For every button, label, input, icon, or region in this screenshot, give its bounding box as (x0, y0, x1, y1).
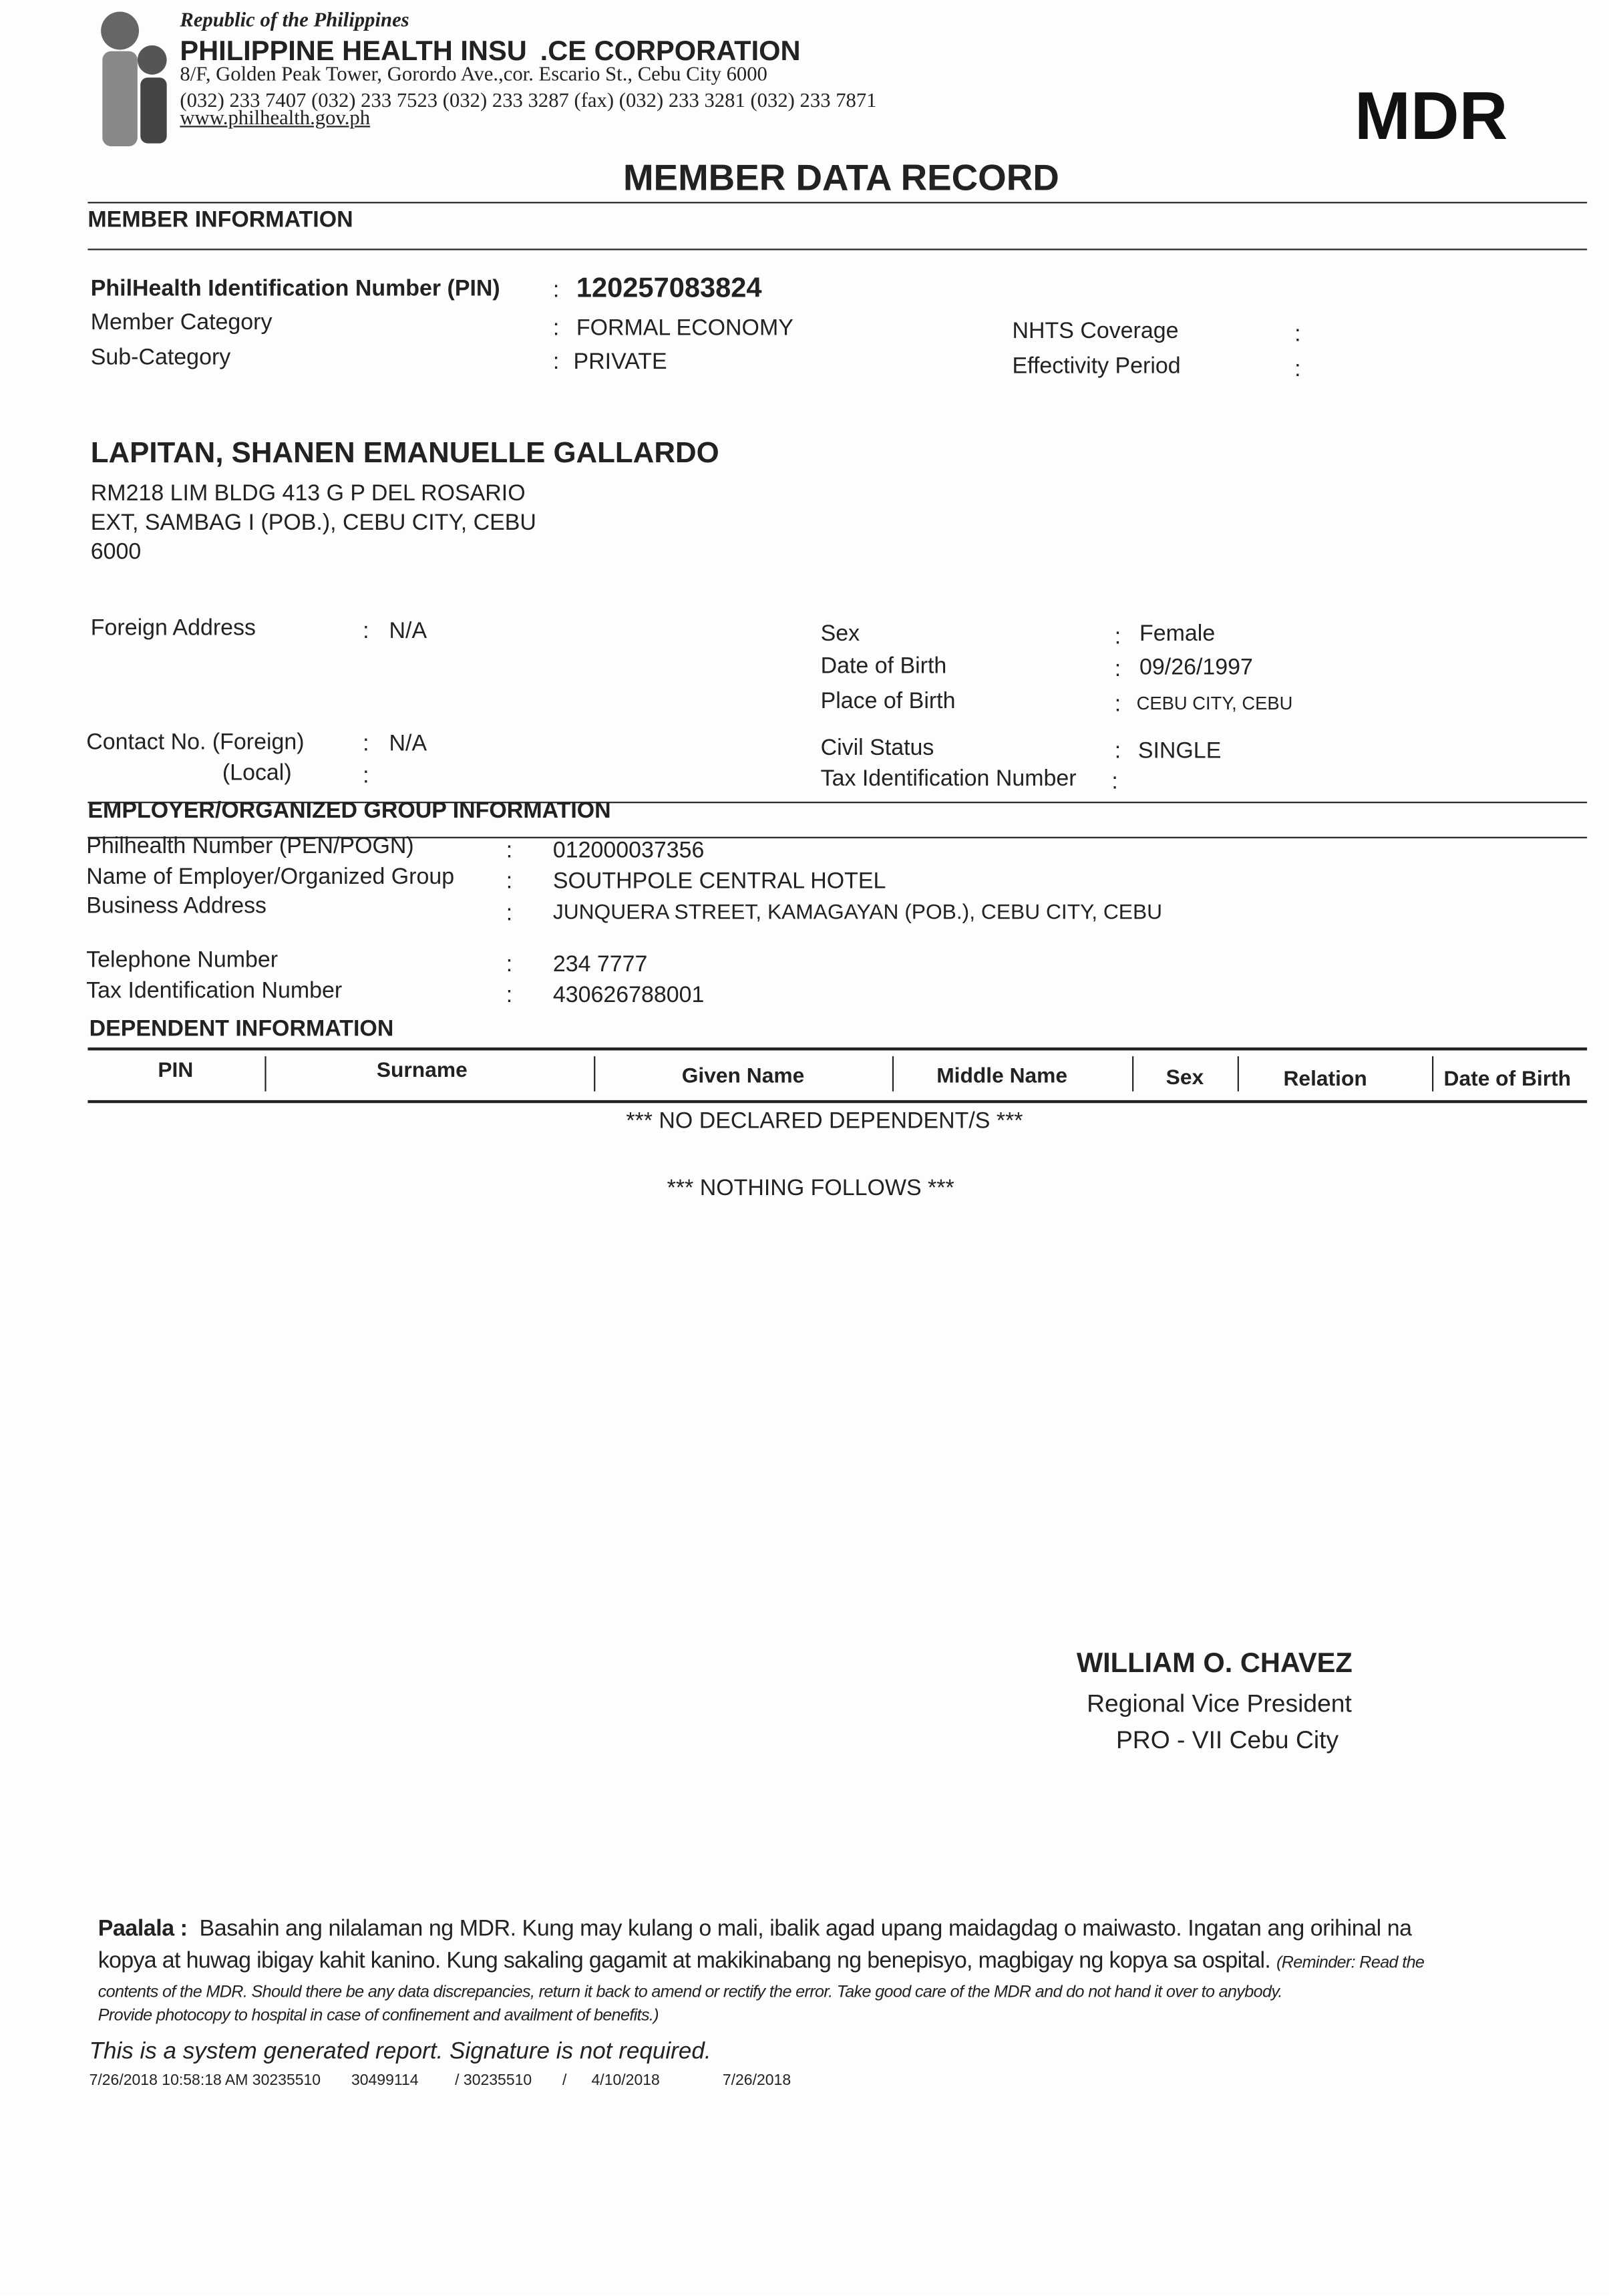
colon: : (363, 731, 369, 757)
colon: : (506, 901, 513, 927)
contact-local-label: (Local) (222, 760, 292, 786)
republic-text: Republic of the Philippines (180, 10, 409, 33)
column-pin: PIN (158, 1059, 194, 1083)
sub-category-value: PRIVATE (573, 349, 667, 375)
employer-tin-value: 430626788001 (552, 983, 705, 1008)
reminder-text: Provide photocopy to hospital in case of confinement and availment of benefits.) (98, 2007, 659, 2025)
column-given-name: Given Name (681, 1065, 805, 1089)
stamp-date: 7/26/2018 (722, 2072, 791, 2090)
colon: : (1114, 625, 1121, 650)
section-employer-information: EMPLOYER/ORGANIZED GROUP INFORMATION (87, 798, 611, 824)
employer-name-value: SOUTHPOLE CENTRAL HOTEL (552, 868, 886, 894)
pen-label: Philhealth Number (PEN/POGN) (86, 834, 414, 859)
divider (87, 202, 1587, 203)
column-sex: Sex (1166, 1066, 1204, 1090)
colon: : (1114, 657, 1121, 682)
pin-value: 120257083824 (576, 273, 762, 305)
column-middle-name: Middle Name (936, 1065, 1068, 1089)
divider (87, 249, 1587, 250)
effectivity-label: Effectivity Period (1012, 353, 1181, 379)
business-address-value: JUNQUERA STREET, KAMAGAYAN (POB.), CEBU CITY, CEBU (552, 901, 1163, 925)
colon: : (1114, 738, 1121, 764)
colon: : (1111, 769, 1118, 795)
reminder-text: (Reminder: Read the (1276, 1954, 1425, 1973)
philhealth-logo (97, 7, 173, 146)
member-name: LAPITAN, SHANEN EMANUELLE GALLARDO (90, 437, 719, 470)
section-member-information: MEMBER INFORMATION (87, 207, 353, 233)
reminder-text: contents of the MDR. Should there be any data discrepancies, return it back to amend or rectify the error. Take good care of the MDR and do not hand it over to anybody. (98, 1983, 1282, 2001)
colon: : (1114, 691, 1121, 717)
agency-name: PHILIPPINE HEALTH INSU .CE CORPORATION (180, 36, 801, 67)
colon: : (363, 764, 369, 789)
telephone-label: Telephone Number (86, 948, 279, 973)
column-surname: Surname (376, 1059, 468, 1083)
foreign-address-label: Foreign Address (90, 615, 256, 641)
stamp-separator: / (562, 2072, 567, 2090)
nhts-label: NHTS Coverage (1012, 319, 1179, 344)
colon: : (506, 868, 513, 894)
stamp-datetime: 7/26/2018 10:58:18 AM 30235510 (89, 2072, 321, 2090)
contact-foreign-label: Contact No. (Foreign) (86, 729, 305, 756)
signatory-title: Regional Vice President (1087, 1689, 1352, 1718)
agency-address: 8/F, Golden Peak Tower, Gorordo Ave.,cor. Escario St., Cebu City 6000 (180, 64, 767, 87)
colon: : (506, 838, 513, 864)
colon: : (1294, 321, 1301, 347)
colon: : (552, 316, 560, 341)
section-dependent-information: DEPENDENT INFORMATION (89, 1017, 394, 1042)
contact-foreign-value: N/A (389, 731, 427, 757)
colon: : (552, 278, 560, 303)
pin-label: PhilHealth Identification Number (PIN) (90, 276, 500, 302)
business-address-label: Business Address (86, 894, 267, 919)
member-category-label: Member Category (90, 310, 273, 335)
sub-category-label: Sub-Category (90, 345, 231, 371)
paalala-text: Basahin ang nilalaman ng MDR. Kung may kulang o mali, ibalik agad upang maidagdag o maiwasto. Ingatan ang orihinal na (199, 1916, 1412, 1942)
colon: : (1294, 357, 1301, 382)
agency-website[interactable]: www.philhealth.gov.ph (180, 108, 371, 130)
member-address-line: 6000 (90, 540, 142, 565)
divider (87, 1100, 1587, 1103)
civil-status-label: Civil Status (820, 735, 934, 761)
colon: : (363, 619, 369, 644)
telephone-value: 234 7777 (552, 952, 648, 977)
mdr-badge: MDR (1354, 77, 1508, 154)
signatory-name: WILLIAM O. CHAVEZ (1076, 1649, 1353, 1680)
stamp-id: / 30235510 (455, 2072, 532, 2090)
nothing-follows-text: *** NOTHING FOLLOWS *** (667, 1176, 954, 1201)
system-note: This is a system generated report. Signature is not required. (89, 2039, 711, 2065)
paalala-text: kopya at huwag ibigay kahit kanino. Kung sakaling gagamit at makikinabang ng benepisyo, magbigay ng kopya sa ospital. (98, 1949, 1271, 1974)
dob-label: Date of Birth (820, 653, 947, 679)
employer-name-label: Name of Employer/Organized Group (86, 864, 455, 890)
sex-value: Female (1139, 621, 1216, 647)
column-relation: Relation (1283, 1068, 1367, 1092)
pob-value: CEBU CITY, CEBU (1136, 693, 1293, 714)
stamp-id: 30499114 (351, 2072, 419, 2090)
page-title: MEMBER DATA RECORD (622, 158, 1059, 199)
stamp-date: 4/10/2018 (591, 2072, 660, 2090)
divider (87, 1047, 1587, 1050)
sex-label: Sex (820, 621, 860, 647)
member-category-value: FORMAL ECONOMY (576, 316, 793, 341)
colon: : (506, 983, 513, 1008)
member-address-line: EXT, SAMBAG I (POB.), CEBU CITY, CEBU (90, 510, 536, 536)
pob-label: Place of Birth (820, 689, 956, 714)
signatory-office: PRO - VII Cebu City (1115, 1726, 1339, 1754)
member-tin-label: Tax Identification Number (820, 766, 1077, 792)
no-dependents-text: *** NO DECLARED DEPENDENT/S *** (626, 1109, 1023, 1134)
agency-phones: (032) 233 7407 (032) 233 7523 (032) 233 3287 (fax) (032) 233 3281 (032) 233 7871 (180, 90, 877, 113)
foreign-address-value: N/A (389, 619, 427, 644)
civil-status-value: SINGLE (1137, 738, 1222, 764)
member-address-line: RM218 LIM BLDG 413 G P DEL ROSARIO (90, 481, 526, 506)
print-stamp (90, 2072, 791, 2089)
dob-value: 09/26/1997 (1139, 655, 1253, 681)
employer-tin-label: Tax Identification Number (86, 979, 343, 1004)
colon: : (506, 952, 513, 977)
column-date-of-birth: Date of Birth (1443, 1068, 1572, 1092)
pen-value: 012000037356 (552, 838, 705, 864)
paalala-label: Paalala : (98, 1916, 188, 1942)
colon: : (552, 349, 560, 375)
